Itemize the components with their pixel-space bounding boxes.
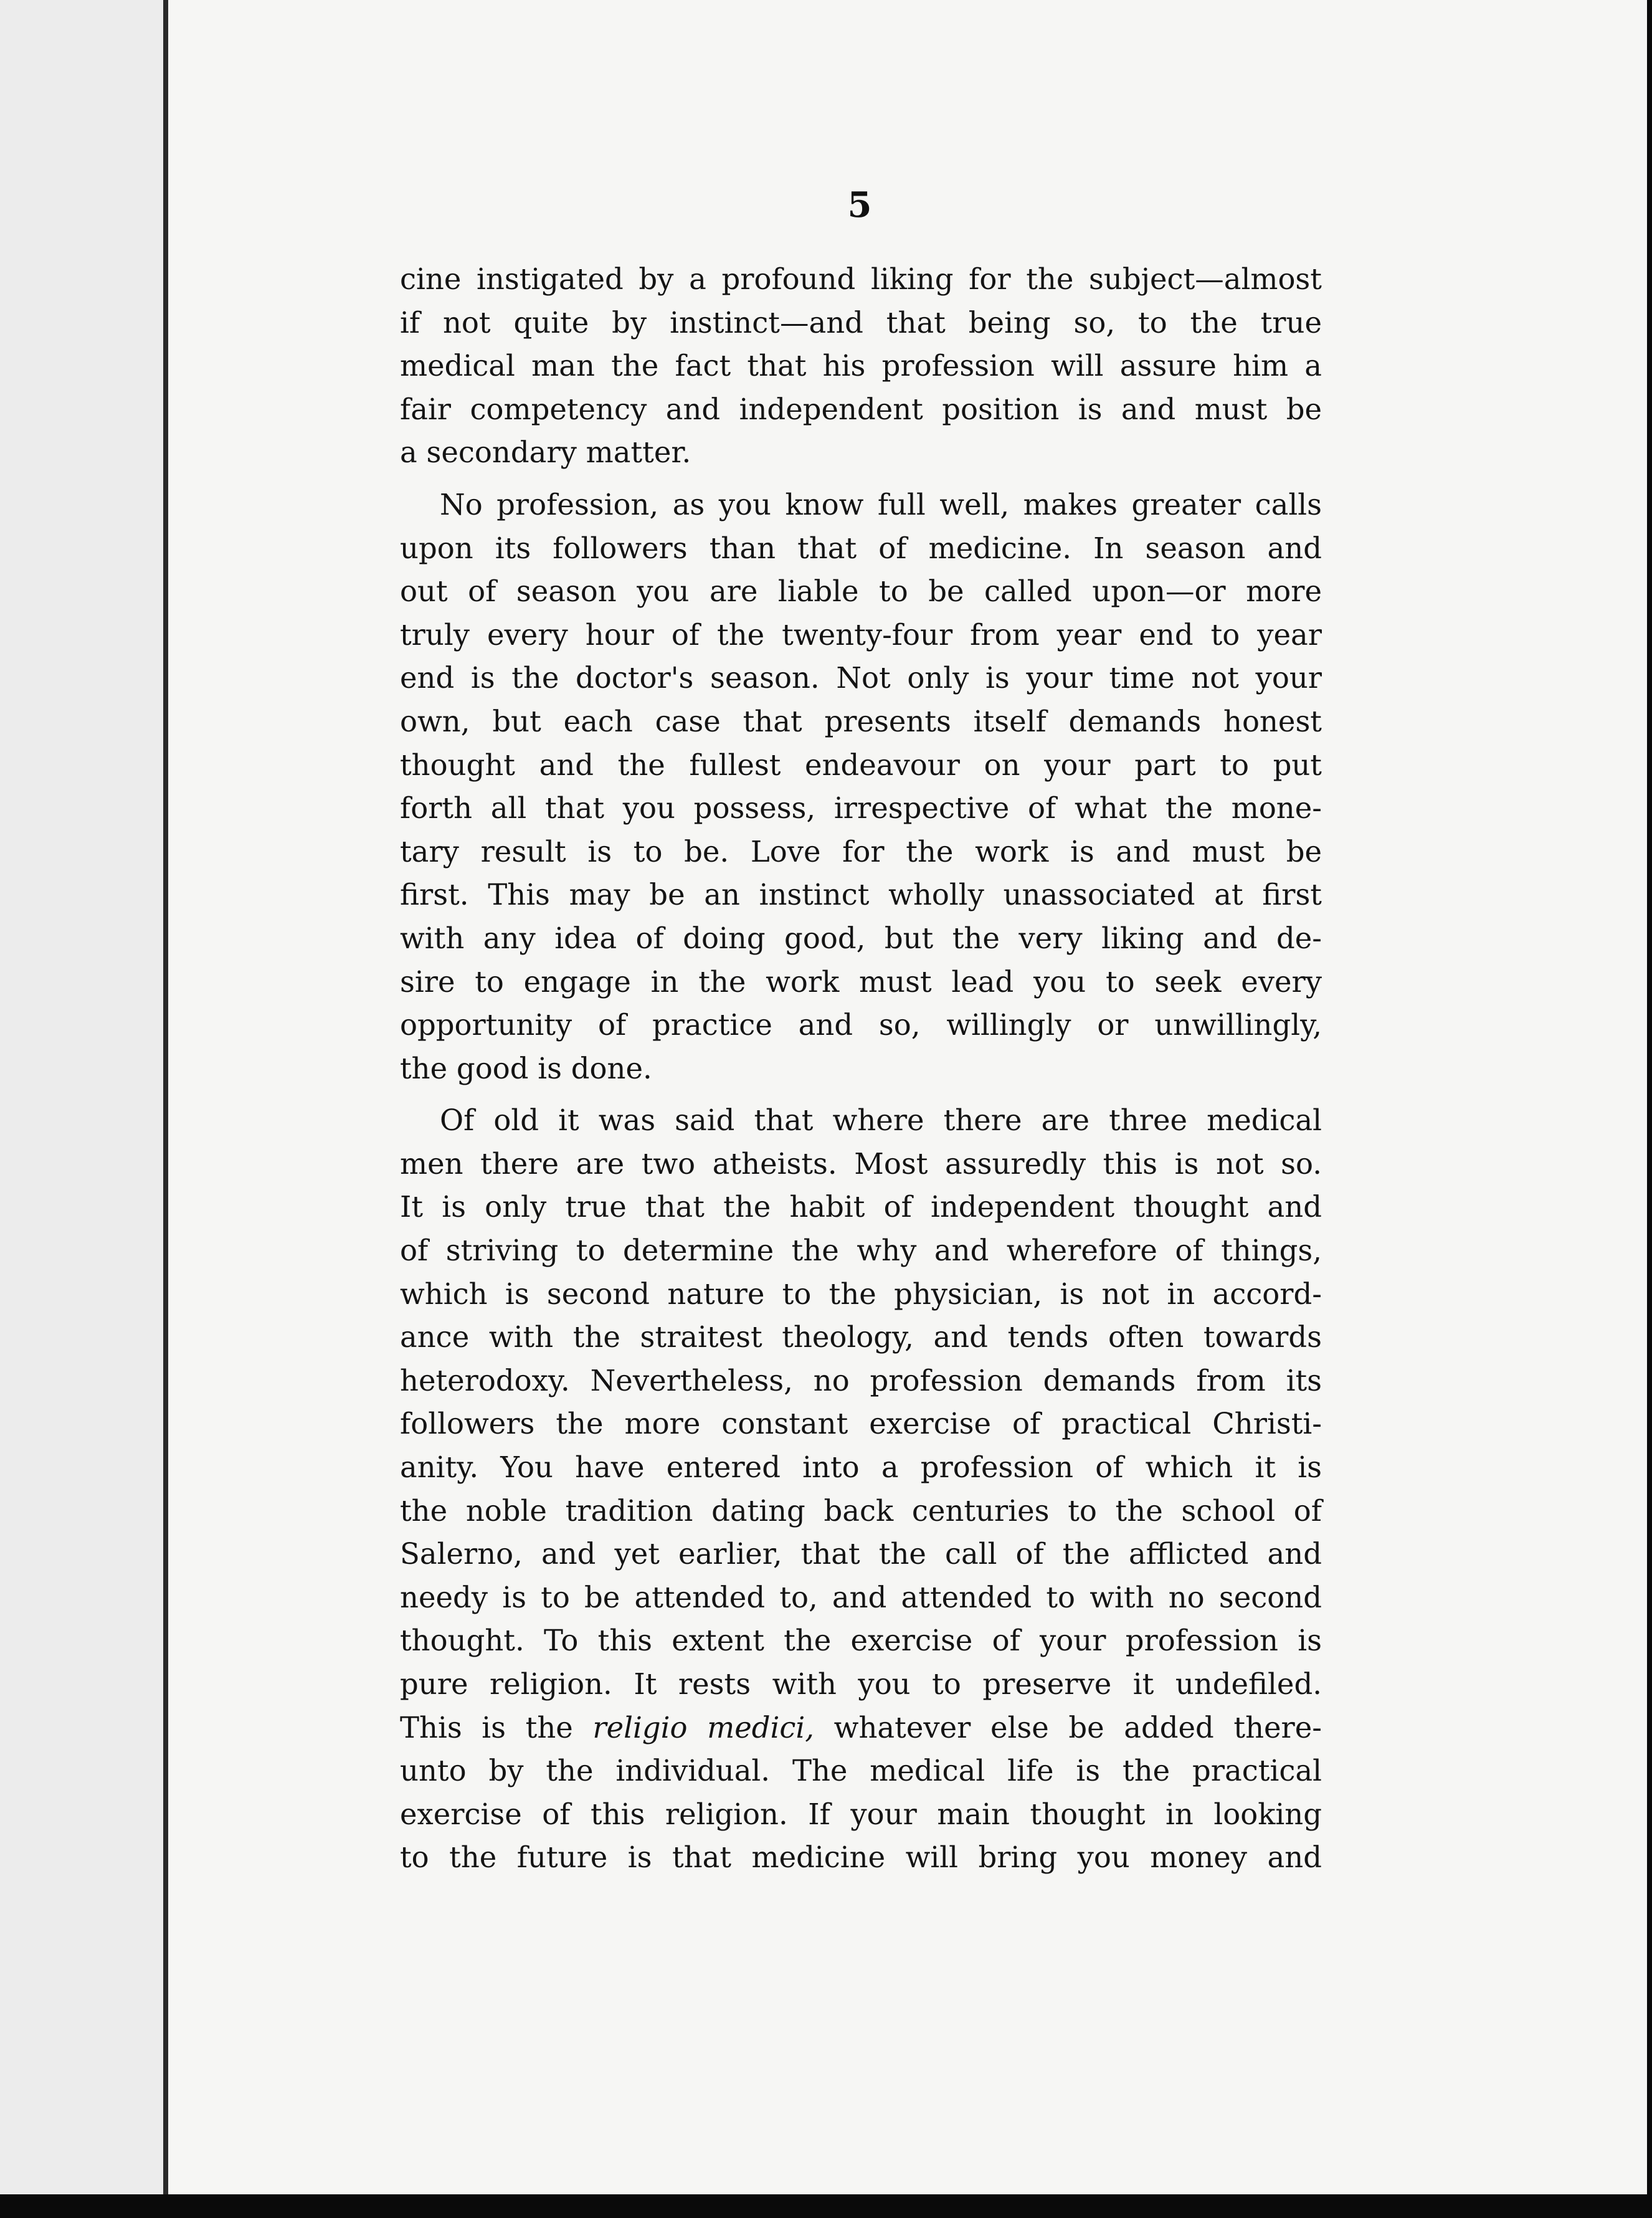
- text-line: unto by the individual. The medical life is the practical: [400, 1754, 1322, 1788]
- left-facing-page: [0, 0, 163, 2194]
- text-line: thought and the fullest endeavour on your part to put: [400, 748, 1322, 782]
- text-line: out of season you are liable to be called upon—or more: [400, 574, 1322, 609]
- text-line: Salerno, and yet earlier, that the call of the afflicted and: [400, 1537, 1322, 1571]
- text-line: end is the doctor's season. Not only is your time not your: [400, 661, 1322, 695]
- text-line: opportunity of practice and so, willingly or unwillingly,: [400, 1008, 1322, 1042]
- text-line: the good is done.: [400, 1051, 652, 1085]
- page-gutter-edge: [163, 0, 168, 2194]
- text-line: needy is to be attended to, and attended to with no second: [400, 1580, 1322, 1614]
- page-number: 5: [847, 184, 872, 226]
- paragraph-3: [400, 1099, 1322, 1880]
- body-text: [400, 258, 1322, 1880]
- paragraph-2: [400, 483, 1322, 1090]
- text-line: It is only true that the habit of independent thought and: [400, 1190, 1322, 1224]
- text-line: medical man the fact that his profession will assure him a: [400, 349, 1322, 383]
- text-line: fair competency and independent position is and must be: [400, 392, 1322, 426]
- text-line: thought. To this extent the exercise of your profession is: [400, 1624, 1322, 1658]
- text-line: own, but each case that presents itself demands honest: [400, 704, 1322, 738]
- text-line: to the future is that medicine will bring you money and: [400, 1840, 1322, 1875]
- text-line: the noble tradition dating back centuries to the school of: [400, 1493, 1322, 1528]
- text-line: tary result is to be. Love for the work is and must be: [400, 834, 1322, 869]
- text-line: with any idea of doing good, but the very liking and de-: [400, 921, 1322, 955]
- text-line: pure religion. It rests with you to preserve it undefiled.: [400, 1667, 1322, 1701]
- text-line: followers the more constant exercise of practical Christi-: [400, 1407, 1322, 1441]
- text-line: cine instigated by a profound liking for the subject—almost: [400, 262, 1322, 296]
- text-line: a secondary matter.: [400, 436, 691, 470]
- text-line: truly every hour of the twenty-four from year end to year: [400, 617, 1322, 652]
- text-run: This is the: [400, 1710, 593, 1744]
- paragraph-1: [400, 258, 1322, 475]
- text-run: whatever else be added there-: [814, 1710, 1322, 1744]
- text-line: men there are two atheists. Most assuredly this is not so.: [400, 1146, 1322, 1181]
- text-line: of striving to determine the why and wherefore of things,: [400, 1234, 1322, 1268]
- text-line: which is second nature to the physician, is not in accord-: [400, 1277, 1322, 1311]
- text-line: ance with the straitest theology, and tends often towards: [400, 1320, 1322, 1354]
- scan-border-bottom: [0, 2194, 1652, 2218]
- text-line: sire to engage in the work must lead you to seek every: [400, 964, 1322, 999]
- text-line: anity. You have entered into a profession of which it is: [400, 1450, 1322, 1485]
- text-line: forth all that you possess, irrespective of what the mone-: [400, 791, 1322, 826]
- text-line: first. This may be an instinct wholly unassociated at first: [400, 878, 1322, 912]
- italic-phrase: religio medici,: [592, 1710, 815, 1744]
- text-line: Of old it was said that where there are three medical: [440, 1103, 1322, 1138]
- scan-border-right: [1647, 0, 1652, 2218]
- text-line: if not quite by instinct—and that being so, to the true: [400, 305, 1322, 340]
- text-line: upon its followers than that of medicine. In season and: [400, 531, 1322, 565]
- text-line: No profession, as you know full well, makes greater calls: [440, 487, 1322, 521]
- text-line: exercise of this religion. If your main thought in looking: [400, 1797, 1322, 1831]
- text-line: heterodoxy. Nevertheless, no profession demands from its: [400, 1363, 1322, 1397]
- text-line-with-italic: [400, 1706, 1322, 1750]
